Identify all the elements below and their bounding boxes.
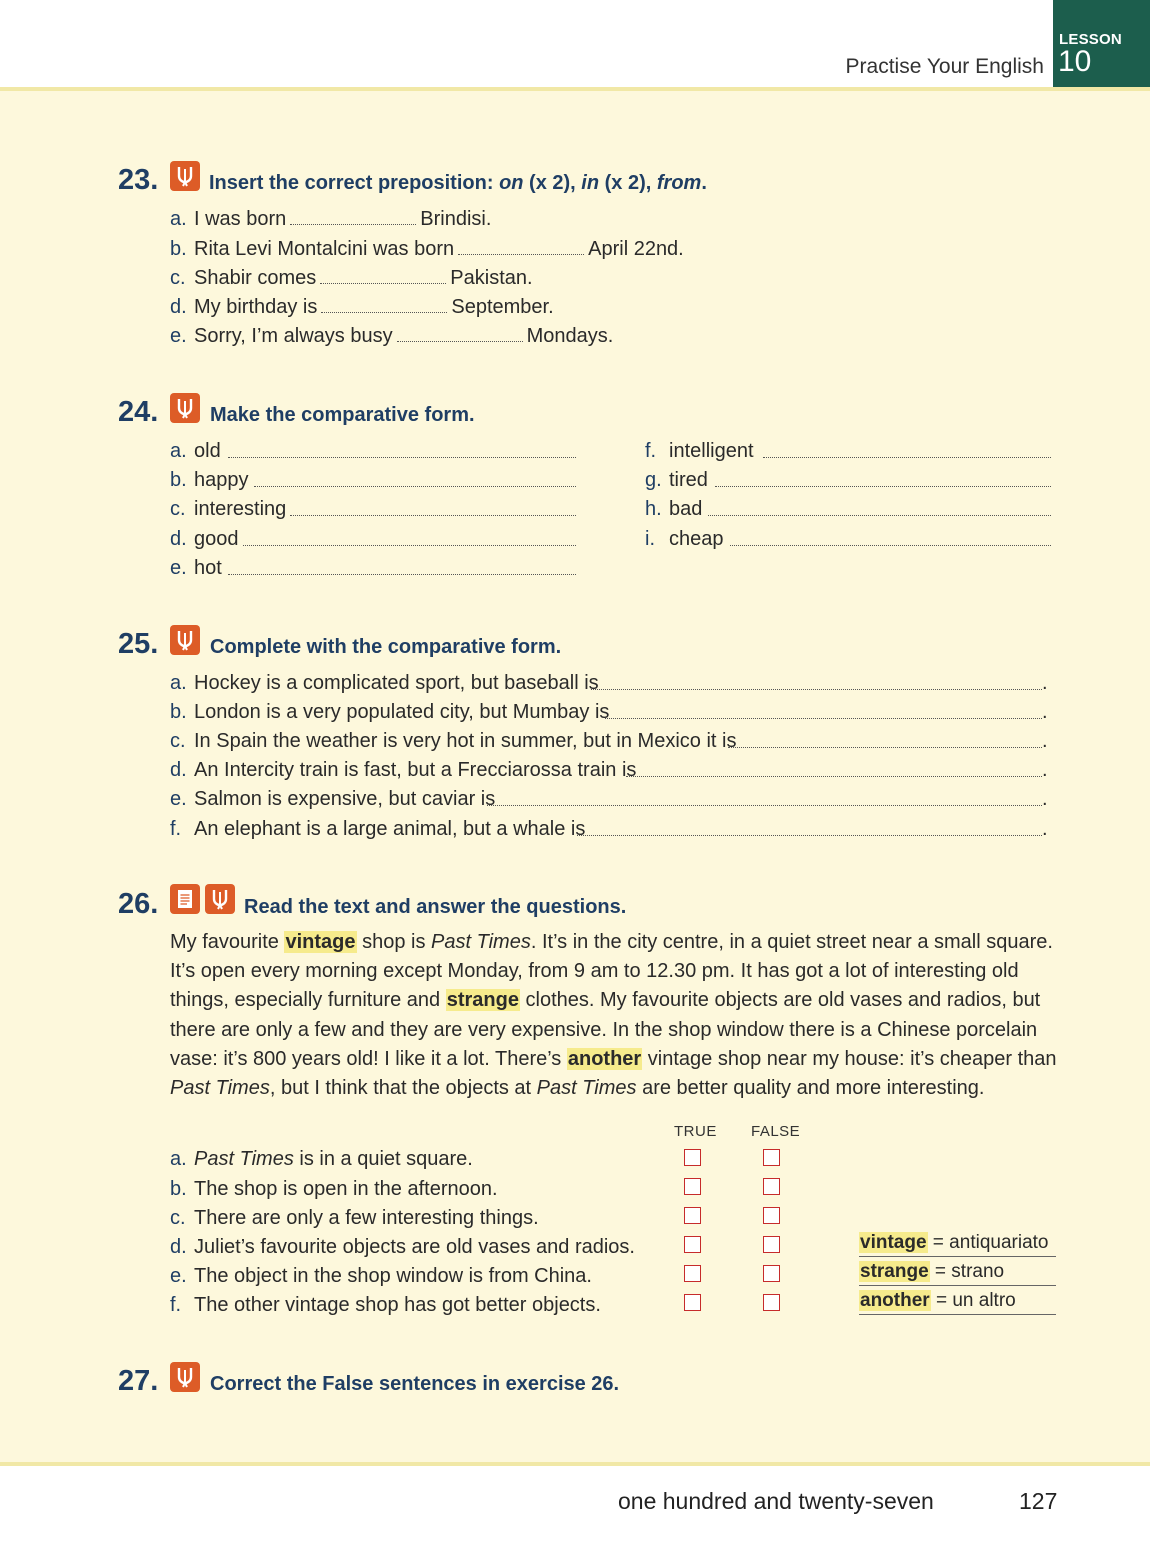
- sentence-end: .: [1042, 788, 1048, 810]
- exercise-25-item: e. Salmon is expensive, but caviar is: [170, 788, 496, 810]
- exercise-24-title: Make the comparative form.: [210, 404, 475, 426]
- answer-blank[interactable]: [397, 326, 523, 342]
- lesson-number: 10: [1058, 45, 1092, 78]
- answer-blank[interactable]: [290, 514, 576, 516]
- exercise-24-number: 24.: [118, 396, 159, 428]
- exercise-25-item: d. An Intercity train is fast, but a Frecciarossa train is: [170, 759, 637, 781]
- statement-b: b. The shop is open in the afternoon.: [170, 1178, 498, 1200]
- exercise-24-item: h. bad: [645, 498, 703, 520]
- pencil-icon: [170, 161, 200, 191]
- sentence-end: .: [1042, 701, 1048, 723]
- answer-blank[interactable]: [715, 485, 1051, 487]
- answer-blank[interactable]: [321, 297, 447, 313]
- true-checkbox[interactable]: [684, 1294, 701, 1311]
- true-checkbox[interactable]: [684, 1265, 701, 1282]
- answer-blank[interactable]: [487, 804, 1042, 806]
- answer-blank[interactable]: [254, 485, 576, 487]
- answer-blank[interactable]: [458, 239, 584, 255]
- false-checkbox[interactable]: [763, 1149, 780, 1166]
- sentence-end: .: [1042, 759, 1048, 781]
- exercise-25-item: c. In Spain the weather is very hot in summer, but in Mexico it is: [170, 730, 737, 752]
- true-checkbox[interactable]: [684, 1178, 701, 1195]
- lesson-badge: [1053, 0, 1150, 88]
- statement-f: f. The other vintage shop has got better objects.: [170, 1294, 601, 1316]
- page-number: 127: [1019, 1488, 1058, 1514]
- sentence-end: .: [1042, 672, 1048, 694]
- exercise-23-title: Insert the correct preposition: on (x 2), in (x 2), from.: [209, 172, 707, 194]
- exercise-27-number: 27.: [118, 1365, 159, 1397]
- true-column-header: TRUE: [674, 1123, 717, 1140]
- exercise-23-number: 23.: [118, 164, 159, 196]
- statement-a: a. Past Times is in a quiet square.: [170, 1148, 473, 1170]
- answer-blank[interactable]: [605, 717, 1042, 719]
- document-icon: [170, 884, 200, 914]
- pencil-icon: [170, 1362, 200, 1392]
- statement-c: c. There are only a few interesting things.: [170, 1207, 539, 1229]
- false-column-header: FALSE: [751, 1123, 801, 1140]
- pencil-icon: [170, 625, 200, 655]
- answer-blank[interactable]: [763, 456, 1051, 458]
- exercise-25-item: a. Hockey is a complicated sport, but baseball is: [170, 672, 599, 694]
- true-checkbox[interactable]: [684, 1236, 701, 1253]
- pencil-icon: [170, 393, 200, 423]
- page-number-words: one hundred and twenty-seven: [618, 1488, 934, 1514]
- exercise-24-item: b. happy: [170, 469, 249, 491]
- pencil-icon: [205, 884, 235, 914]
- exercise-25-number: 25.: [118, 628, 159, 660]
- exercise-24-item: g. tired: [645, 469, 708, 491]
- answer-blank[interactable]: [320, 268, 446, 284]
- page-header: [0, 0, 1150, 89]
- false-checkbox[interactable]: [763, 1178, 780, 1195]
- header-title: Practise Your English: [845, 55, 1044, 78]
- exercise-25-title: Complete with the comparative form.: [210, 636, 562, 658]
- exercise-24-item: i. cheap: [645, 528, 724, 550]
- exercise-25-item: f. An elephant is a large animal, but a whale is: [170, 818, 586, 840]
- glossary-entry: another = un altro: [859, 1288, 1056, 1315]
- lesson-label: LESSON: [1059, 31, 1122, 48]
- answer-blank[interactable]: [730, 544, 1051, 546]
- exercise-23-item: c. Shabir comes Pakistan.: [170, 267, 533, 289]
- exercise-23-item: b. Rita Levi Montalcini was born April 22nd.: [170, 238, 684, 260]
- exercise-26-title: Read the text and answer the questions.: [244, 896, 627, 918]
- glossary-entry: strange = strano: [859, 1259, 1056, 1286]
- glossary-entry: vintage = antiquariato: [859, 1230, 1056, 1257]
- exercise-23-item: a. I was born Brindisi.: [170, 208, 492, 230]
- exercise-23-item: d. My birthday is September.: [170, 296, 554, 318]
- true-checkbox[interactable]: [684, 1207, 701, 1224]
- false-checkbox[interactable]: [763, 1294, 780, 1311]
- answer-blank[interactable]: [243, 544, 576, 546]
- sentence-end: .: [1042, 818, 1048, 840]
- answer-blank[interactable]: [708, 514, 1051, 516]
- false-checkbox[interactable]: [763, 1207, 780, 1224]
- false-checkbox[interactable]: [763, 1236, 780, 1253]
- answer-blank[interactable]: [577, 834, 1042, 836]
- exercise-23-item: e. Sorry, I’m always busy Mondays.: [170, 325, 614, 347]
- exercise-24-item: e. hot: [170, 557, 222, 579]
- reading-text: My favourite vintage shop is Past Times. It’s in the city centre, in a quiet street near a small square. It’s open every morning except Monday, from 9 am to 12.30 pm. It has got a lot of interesting old things, especially furniture and strange clothes. My favourite objects are old vases and radios, but there are only a few and they are very expensive. In the shop window there is a Chinese porcelain vase: it’s 800 years old! I like it a lot. There’s another vintage shop near my house: it’s cheaper than Past Times, but I think that the objects at Past Times are better quality and more interesting.: [170, 931, 1057, 1100]
- exercise-24-item: c. interesting: [170, 498, 287, 520]
- exercise-24-item: d. good: [170, 528, 239, 550]
- exercise-26-number: 26.: [118, 888, 159, 920]
- exercise-24-item: f. intelligent: [645, 440, 754, 462]
- answer-blank[interactable]: [228, 456, 576, 458]
- answer-blank[interactable]: [290, 209, 416, 225]
- true-checkbox[interactable]: [684, 1149, 701, 1166]
- answer-blank[interactable]: [626, 775, 1042, 777]
- statement-d: d. Juliet’s favourite objects are old vases and radios.: [170, 1236, 635, 1258]
- false-checkbox[interactable]: [763, 1265, 780, 1282]
- answer-blank[interactable]: [591, 688, 1042, 690]
- footer-divider: [0, 1462, 1150, 1466]
- exercise-24-item: a. old: [170, 440, 221, 462]
- answer-blank[interactable]: [228, 573, 576, 575]
- exercise-25-item: b. London is a very populated city, but Mumbay is: [170, 701, 610, 723]
- exercise-27-title: Correct the False sentences in exercise 26.: [210, 1373, 620, 1395]
- statement-e: e. The object in the shop window is from China.: [170, 1265, 592, 1287]
- answer-blank[interactable]: [728, 746, 1042, 748]
- sentence-end: .: [1042, 730, 1048, 752]
